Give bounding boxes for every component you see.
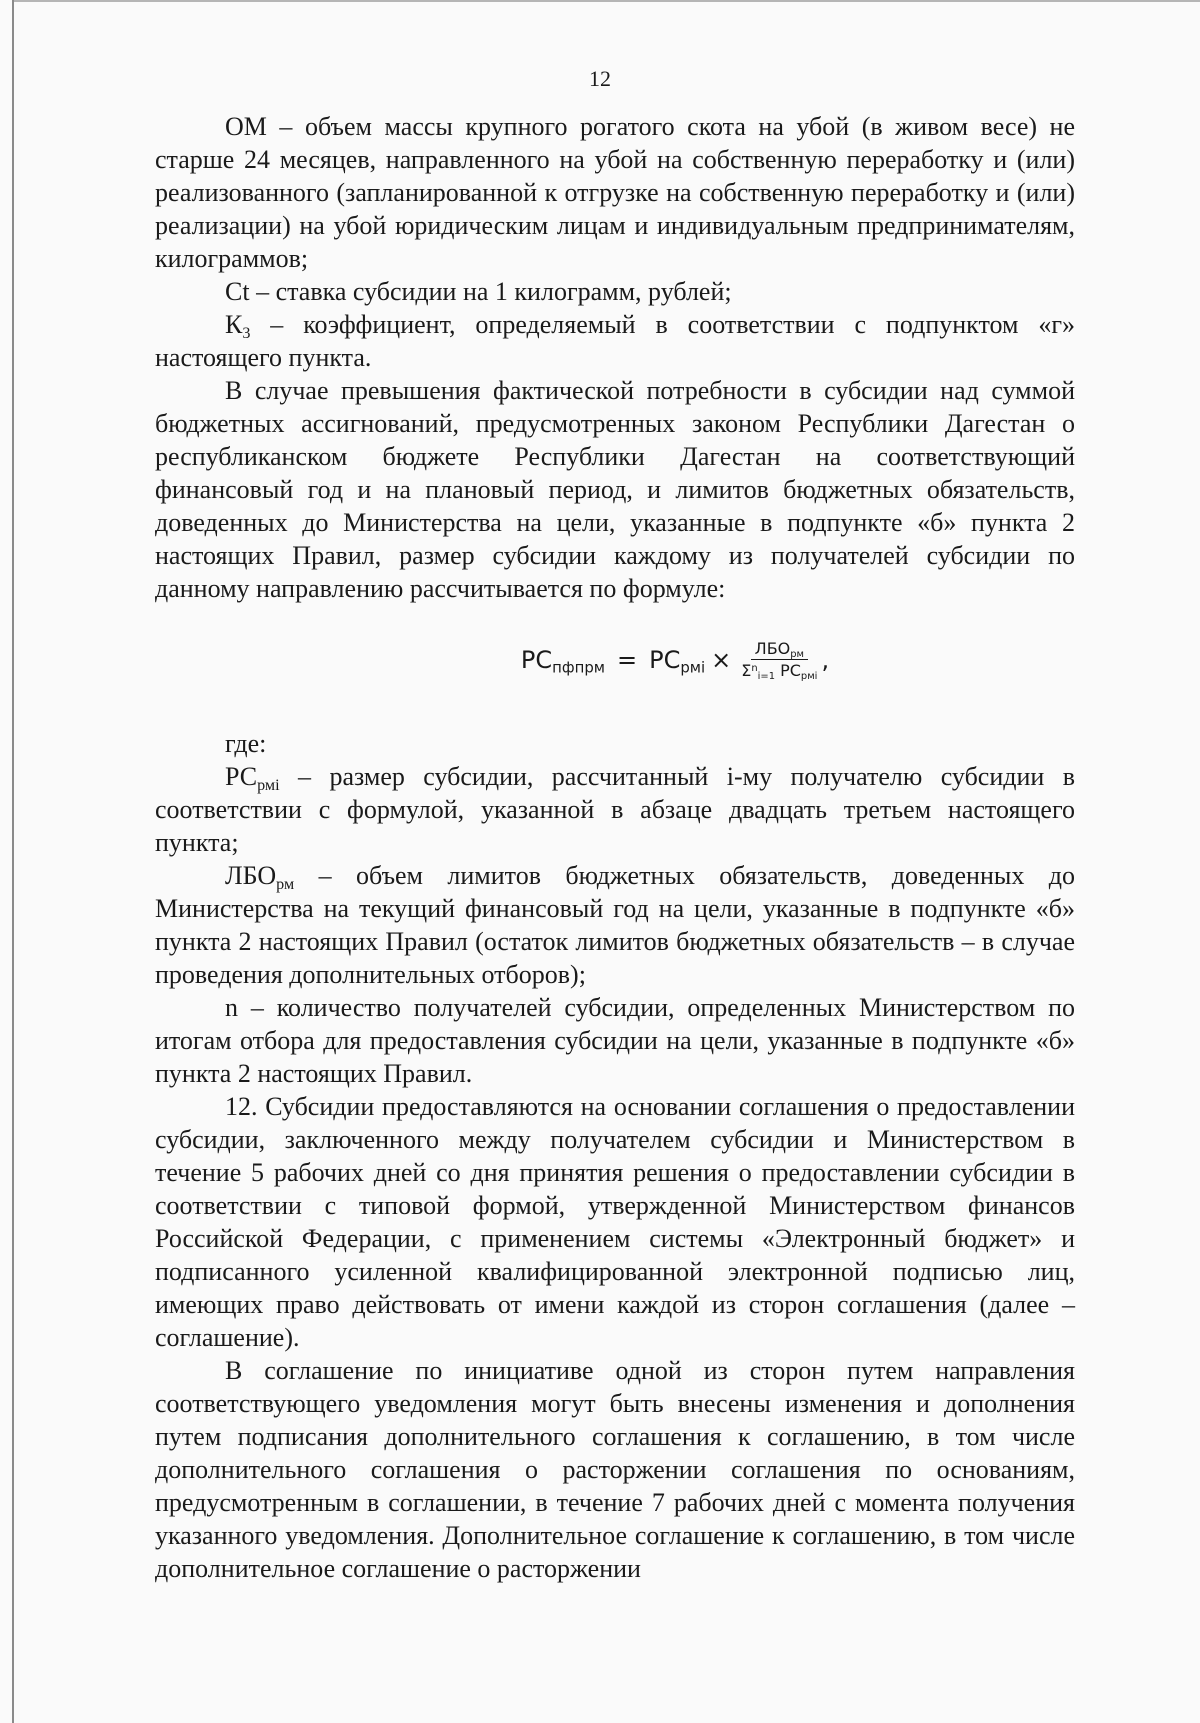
subsidy-formula xyxy=(155,605,1075,715)
formula-trailing-comma: , xyxy=(821,645,830,674)
where-label: где: xyxy=(225,729,267,758)
paragraph-excess-case: В случае превышения фактической потребности в субсидии над суммой бюджетных ассигнований, предусмотренных законом Республики Дагестан о республиканском бюджете Республики Дагестан на соответствующий финансовый год и на плановый период, и лимитов бюджетных обязательств, доведенных до Министерства на цели, указанные в подпункте «б» пункта 2 настоящих Правил, размер субсидии каждому из получателей субсидии по данному направлению рассчитывается по формуле: xyxy=(155,376,1075,603)
paragraph-12: 12. Субсидии предоставляются на основании соглашения о предоставлении субсидии, заключенного между получателем субсидии и Министерством в течение 5 рабочих дней со дня принятия решения о предоставлении субсидии в соответствии с типовой формой, утвержденной Министерством финансов Российской Федерации, с применением системы «Электронный бюджет» и подписанного усиленной квалифицированной электронной подписью лиц, имеющих право действовать от имени каждой из сторон соглашения (далее – соглашение). xyxy=(155,1092,1075,1352)
paragraph-om: ОМ – объем массы крупного рогатого скота на убой (в живом весе) не старше 24 месяцев, направленного на убой на собственную переработку и (или) реализованного (запланированной к отгрузке на собственную переработку и (или) реализации) на убой юридическим лицам и индивидуальным предпринимателям, килограммов; xyxy=(155,112,1075,273)
formula-equals: = xyxy=(617,645,638,674)
definition-lbo: $ЛБО_{рм}$ – объем лимитов бюджетных обязательств, доведенных до Министерства на текущий финансовый год на цели, указанные в подпункте «б» пункта 2 настоящих Правил (остаток лимитов бюджетных обязательств – в случае проведения дополнительных отборов); xyxy=(155,861,1075,989)
formula-fraction xyxy=(737,639,821,682)
definition-pc: $РС_{рмі}$ – размер субсидии, рассчитанный і-му получателю субсидии в соответствии с формулой, указанной в абзаце двадцать третьем настоящего пункта; xyxy=(155,762,1075,857)
page-edge-left xyxy=(12,0,14,1723)
paragraph-changes: В соглашение по инициативе одной из сторон путем направления соответствующего уведомления могут быть внесены изменения и дополнения путем подписания дополнительного соглашения к соглашению, в том числе дополнительного соглашения о расторжении соглашения по основаниям, предусмотренным в соглашении, в течение 7 рабочих дней с момента получения указанного уведомления. Дополнительное соглашение к соглашению, в том числе дополнительное соглашение о расторжении xyxy=(155,1356,1075,1583)
paragraph-k3 xyxy=(155,308,1075,374)
paragraph-ct: Ct – ставка субсидии на 1 килограмм, рублей; xyxy=(225,277,732,306)
document-body xyxy=(155,110,1075,1585)
formula-times: × xyxy=(711,645,732,674)
k3-text: – коэффициент, определяемый в соответствии с подпунктом «г» настоящего пункта. xyxy=(155,310,1075,372)
page-number: 12 xyxy=(589,66,611,91)
k3-subscript: 3 xyxy=(242,324,251,342)
definition-n: n – количество получателей субсидии, определенных Министерством по итогам отбора для предоставления субсидии на цели, указанные в подпункте «б» пункта 2 настоящих Правил. xyxy=(155,993,1075,1088)
page-edge-top xyxy=(14,0,1200,2)
formula-rhs: $РС_{рмі}$ xyxy=(649,645,706,676)
formula-lhs: $РС_{пфпрм}$ xyxy=(520,645,605,676)
formula-numerator: $ЛБО_{рм}$ xyxy=(751,639,808,660)
k3-symbol: К xyxy=(225,310,243,339)
formula-denominator: $\Sigma^n_{i=1}$ $РС_{рмі}$ xyxy=(741,660,818,682)
